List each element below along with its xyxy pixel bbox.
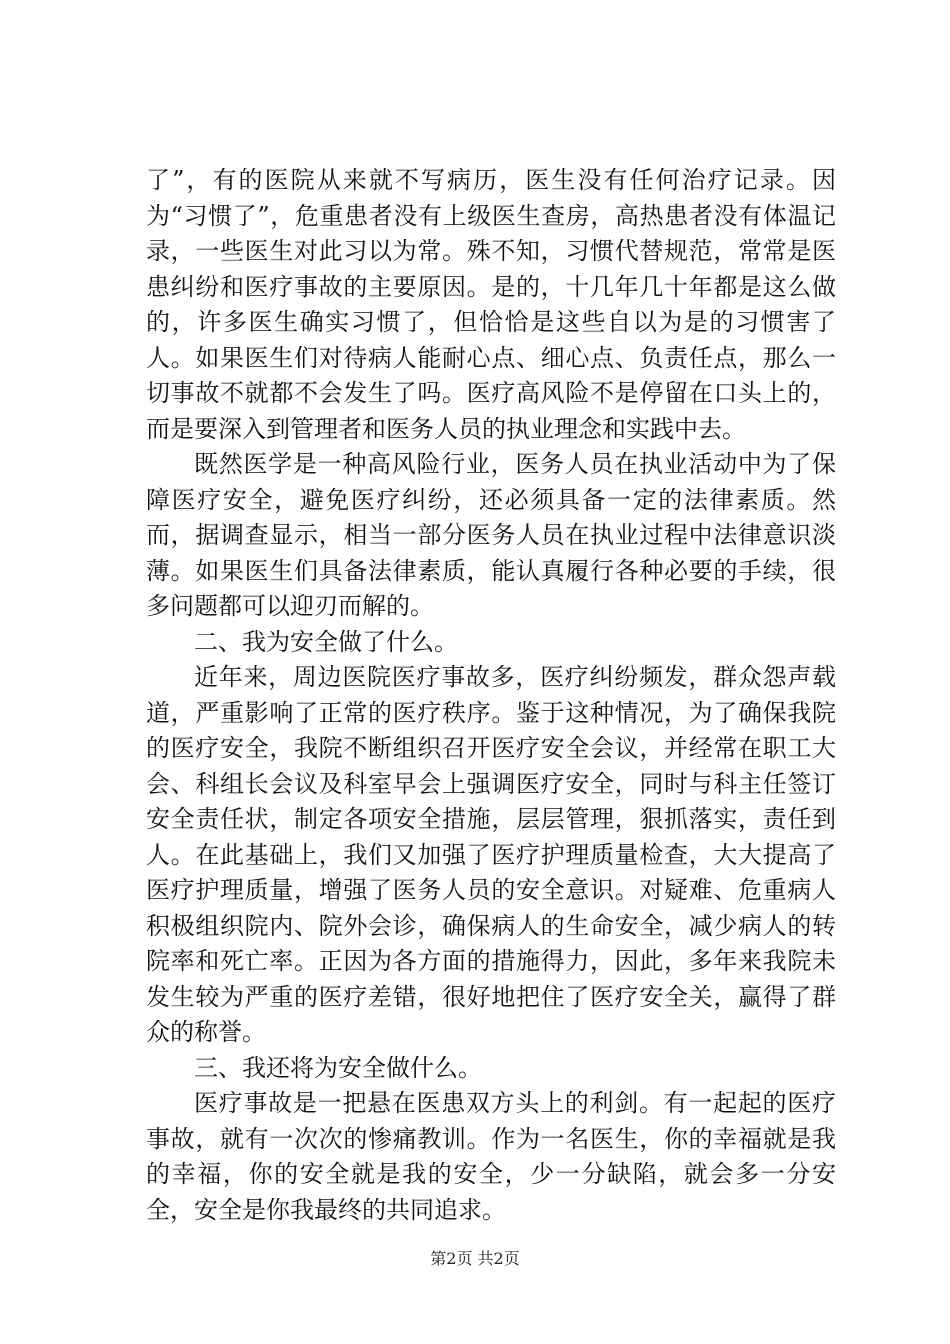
document-body bbox=[146, 163, 836, 1228]
paragraph-legal-quality: 既然医学是一种高风险行业，医务人员在执业活动中为了保障医疗安全，避免医疗纠纷，还必须具备一定的法律素质。然而，据调查显示，相当一部分医务人员在执业过程中法律意识淡薄。如果医生们具备法律素质，能认真履行各种必要的手续，很多问题都可以迎刃而解的。 bbox=[146, 450, 836, 620]
section-heading-3: 三、我还将为安全做什么。 bbox=[194, 1053, 482, 1082]
paragraph-continuation: 了”，有的医院从来就不写病历，医生没有任何治疗记录。因为“习惯了”，危重患者没有上级医生查房，高热患者没有体温记录，一些医生对此习以为常。殊不知，习惯代替规范，常常是医患纠纷和医疗事故的主要原因。是的，十几年几十年都是这么做的，许多医生确实习惯了，但恰恰是这些自以为是的习惯害了人。如果医生们对待病人能耐心点、细心点、负责任点，那么一切事故不就都不会发生了吗。医疗高风险不是停留在口头上的，而是要深入到管理者和医务人员的执业理念和实践中去。 bbox=[146, 166, 836, 443]
paragraph-safety-measures: 近年来，周边医院医疗事故多，医疗纠纷频发，群众怨声载道，严重影响了正常的医疗秩序。鉴于这种情况，为了确保我院的医疗安全，我院不断组织召开医疗安全会议，并经常在职工大会、科组长会议及科室早会上强调医疗安全，同时与科主任签订安全责任状，制定各项安全措施，层层管理，狠抓落实，责任到人。在此基础上，我们又加强了医疗护理质量检查，大大提高了医疗护理质量，增强了医务人员的安全意识。对疑难、危重病人积极组织院内、院外会诊，确保病人的生命安全，减少病人的转院率和死亡率。正因为各方面的措施得力，因此，多年来我院未发生较为严重的医疗差错，很好地把住了医疗安全关，赢得了群众的称誉。 bbox=[146, 663, 836, 1046]
section-heading-2: 二、我为安全做了什么。 bbox=[194, 627, 458, 656]
page-number-footer: 第2页 共2页 bbox=[430, 1249, 520, 1268]
paragraph-conclusion: 医疗事故是一把悬在医患双方头上的利剑。有一起起的医疗事故，就有一次次的惨痛教训。作为一名医生，你的幸福就是我的幸福，你的安全就是我的安全，少一分缺陷，就会多一分安全，安全是你我最终的共同追求。 bbox=[146, 1089, 836, 1224]
